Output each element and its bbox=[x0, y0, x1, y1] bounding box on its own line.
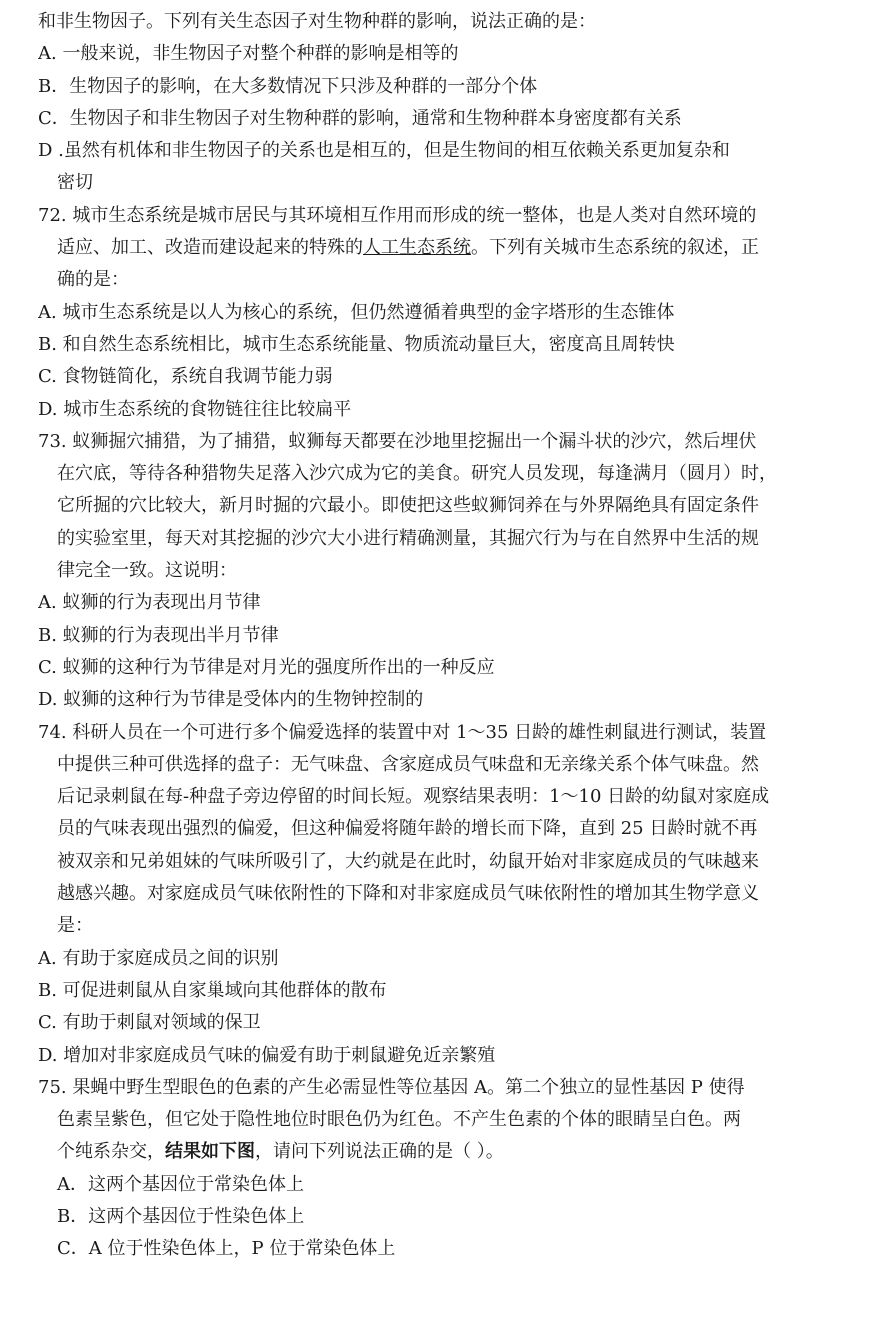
q74-option-c: C. 有助于刺鼠对领域的保卫 bbox=[38, 1012, 261, 1034]
q74-option-d: D. 增加对非家庭成员气味的偏爱有助于刺鼠避免近亲繁殖 bbox=[38, 1044, 496, 1066]
q75-option-c: C．A 位于性染色体上，P 位于常染色体上 bbox=[57, 1238, 396, 1260]
q74-stem-line-5: 被双亲和兄弟姐妹的气味所吸引了，大约就是在此时，幼鼠开始对非家庭成员的气味越来 bbox=[57, 850, 759, 872]
q74-option-a: A. 有助于家庭成员之间的识别 bbox=[38, 947, 279, 969]
q71-option-c: C．生物因子和非生物因子对生物种群的影响，通常和生物种群本身密度都有关系 bbox=[38, 107, 682, 129]
q72-option-a: A. 城市生态系统是以人为核心的系统，但仍然遵循着典型的金字塔形的生态锥体 bbox=[38, 301, 675, 323]
q72-stem-line-1: 72. 城市生态系统是城市居民与其环境相互作用而形成的统一整体，也是人类对自然环境的 bbox=[38, 204, 757, 226]
q71-option-a: A. 一般来说，非生物因子对整个种群的影响是相等的 bbox=[38, 43, 459, 65]
q74-stem-line-3: 后记录刺鼠在每-种盘子旁边停留的时间长短。观察结果表明：1～10 日龄的幼鼠对家庭成 bbox=[57, 786, 770, 808]
q75-stem-line-1: 75. 果蝇中野生型眼色的色素的产生必需显性等位基因 A。第二个独立的显性基因 P 使得 bbox=[38, 1076, 745, 1098]
q71-stem-tail: 和非生物因子。下列有关生态因子对生物种群的影响，说法正确的是： bbox=[38, 11, 596, 32]
q75-bold-phrase: 结果如下图 bbox=[165, 1141, 255, 1163]
q73-option-d: D. 蚁狮的这种行为节律是受体内的生物钟控制的 bbox=[38, 689, 424, 711]
q73-option-a: A. 蚁狮的行为表现出月节律 bbox=[38, 592, 261, 614]
q74-stem-line-2: 中提供三种可供选择的盘子：无气味盘、含家庭成员气味盘和无亲缘关系个体气味盘。然 bbox=[57, 753, 759, 775]
q74-option-b: B. 可促进刺鼠从自家巢域向其他群体的散布 bbox=[38, 979, 387, 1001]
q72-stem-line-2-b: 。下列有关城市生态系统的叙述，正 bbox=[471, 237, 759, 259]
q73-stem-line-2: 在穴底，等待各种猎物失足落入沙穴成为它的美食。研究人员发现，每逢满月（圆月）时， bbox=[57, 463, 777, 485]
q75-stem-line-2: 色素呈紫色，但它处于隐性地位时眼色仍为红色。不产生色素的个体的眼睛呈白色。两 bbox=[57, 1109, 741, 1131]
q75-stem-line-3-b: ，请问下列说法正确的是（ ）。 bbox=[255, 1141, 504, 1163]
q74-stem-line-4: 员的气味表现出强烈的偏爱，但这种偏爱将随年龄的增长而下降，直到 25 日龄时就不再 bbox=[57, 818, 758, 840]
q73-option-c: C. 蚁狮的这种行为节律是对月光的强度所作出的一种反应 bbox=[38, 656, 495, 678]
q71-option-d: D .虽然有机体和非生物因子的关系也是相互的，但是生物间的相互依赖关系更加复杂和 bbox=[38, 140, 730, 162]
q74-stem-line-6: 越感兴趣。对家庭成员气味依附性的下降和对非家庭成员气味依附性的增加其生物学意义 bbox=[57, 883, 759, 905]
q75-option-a: A．这两个基因位于常染色体上 bbox=[57, 1173, 304, 1195]
q71-option-b: B．生物因子的影响，在大多数情况下只涉及种群的一部分个体 bbox=[38, 75, 538, 97]
q72-stem-line-3: 确的是： bbox=[57, 269, 129, 291]
q72-stem-line-2-a: 适应、加工、改造而建设起来的特殊的 bbox=[57, 237, 363, 259]
q73-stem-line-4: 的实验室里，每天对其挖掘的沙穴大小进行精确测量，其掘穴行为与在自然界中生活的规 bbox=[57, 527, 759, 549]
q72-option-d: D. 城市生态系统的食物链往往比较扁平 bbox=[38, 398, 352, 420]
q72-option-b: B. 和自然生态系统相比，城市生态系统能量、物质流动量巨大，密度高且周转快 bbox=[38, 333, 675, 355]
q71-option-d-continued: 密切 bbox=[57, 172, 93, 194]
q75-option-b: B．这两个基因位于性染色体上 bbox=[57, 1205, 305, 1227]
q73-stem-line-1: 73. 蚁狮掘穴捕猎，为了捕猎，蚁狮每天都要在沙地里挖掘出一个漏斗状的沙穴，然后埋伏 bbox=[38, 430, 757, 452]
q73-stem-line-3: 它所掘的穴比较大，新月时掘的穴最小。即使把这些蚁狮饲养在与外界隔绝具有固定条件 bbox=[57, 495, 759, 517]
q73-stem-line-5: 律完全一致。这说明： bbox=[57, 560, 237, 582]
q72-option-c: C. 食物链简化，系统自我调节能力弱 bbox=[38, 366, 333, 388]
q73-option-b: B. 蚁狮的行为表现出半月节律 bbox=[38, 624, 279, 646]
q75-stem-line-3 bbox=[38, 1136, 820, 1168]
q72-stem-line-2 bbox=[38, 232, 820, 264]
q74-stem-line-7: 是： bbox=[57, 915, 93, 937]
q75-stem-line-3-a: 个纯系杂交， bbox=[57, 1141, 165, 1163]
q74-stem-line-1: 74. 科研人员在一个可进行多个偏爱选择的装置中对 1～35 日龄的雄性刺鼠进行测试，装置 bbox=[38, 721, 767, 743]
q72-underlined-term: 人工生态系统 bbox=[363, 237, 471, 259]
